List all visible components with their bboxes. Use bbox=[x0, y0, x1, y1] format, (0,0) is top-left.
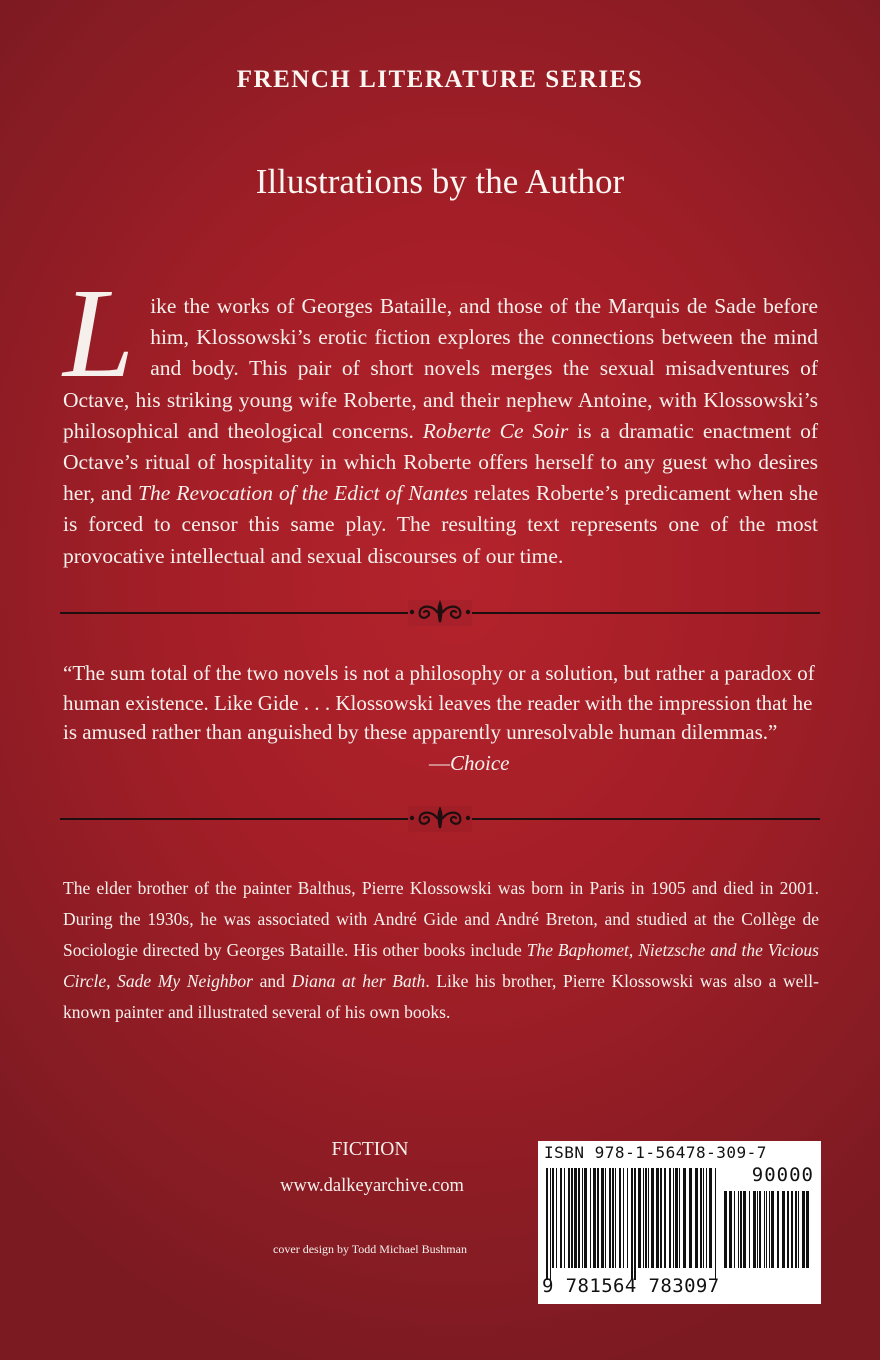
description-end: relates Roberte’s predicament when she is forced to censor this same play. The resulting text represents one of the most provocative intellectual and sexual discourses of our time. bbox=[63, 481, 818, 568]
attribution-dash: — bbox=[429, 751, 450, 775]
fleuron-ornament-icon bbox=[408, 600, 472, 626]
barcode-bars-addon-icon bbox=[724, 1191, 810, 1280]
ean-number: 9 781564 783097 bbox=[542, 1275, 720, 1297]
isbn-number: ISBN 978-1-56478-309-7 bbox=[544, 1143, 767, 1162]
bio-part-1: The elder brother of the painter Balthus, Pierre Klossowski was born in Paris in 1905 and died in 2001. During the 1930s, he was associated with André Gide and André Breton, and studied at the Collège de Sociologie directed by Georges Bataille. His other books include bbox=[63, 878, 819, 960]
bio-books-2: Diana at her Bath bbox=[291, 971, 426, 991]
drop-cap: L bbox=[63, 262, 135, 404]
author-bio bbox=[63, 873, 819, 1028]
price-code: 90000 bbox=[751, 1164, 814, 1186]
review-quote: “The sum total of the two novels is not a philosophy or a solution, but rather a paradox of human existence. Like Gide . . . Klossowski leaves the reader with the impression that he is amused rather than anguished by these apparently unresolvable human dilemmas.” bbox=[63, 661, 815, 745]
isbn-barcode bbox=[538, 1141, 821, 1304]
quote-attribution bbox=[429, 751, 509, 776]
title-revocation: The Revocation of the Edict of Nantes bbox=[138, 481, 468, 506]
bio-books-1: The Baphomet, Nietzsche and the Vicious Circle, Sade My Neighbor bbox=[63, 940, 819, 991]
description-mid: is a dramatic enactment of Octave’s ritual of hospitality in which Roberte offers herself to any guest who desires her, and bbox=[63, 418, 818, 506]
book-description bbox=[63, 262, 818, 572]
barcode-bars-main-icon bbox=[546, 1168, 716, 1280]
bio-and: and bbox=[252, 971, 292, 991]
title-roberte-ce-soir: Roberte Ce Soir bbox=[422, 418, 569, 443]
cover-design-credit: cover design by Todd Michael Bushman bbox=[273, 1242, 467, 1256]
fleuron-ornament-icon bbox=[408, 806, 472, 832]
series-title: FRENCH LITERATURE SERIES bbox=[236, 66, 644, 93]
bio-part-2: . Like his brother, Pierre Klossowski was also a well-known painter and illustrated several of his own books. bbox=[63, 971, 819, 1022]
publisher-website: www.dalkeyarchive.com bbox=[280, 1176, 464, 1196]
attribution-source: Choice bbox=[450, 751, 510, 775]
description-intro: ike the works of Georges Bataille, and those of the Marquis de Sade before him, Klossowski’s erotic fiction explores the connections between the mind and body. This pair of short novels merges the sexual misadventures of Octave, his striking young wife Roberte, and their nephew Antoine, with Klossowski’s philosophical and theological concerns. bbox=[63, 294, 818, 443]
illustrations-note: Illustrations by the Author bbox=[255, 162, 625, 201]
category-label: FICTION bbox=[331, 1139, 409, 1160]
